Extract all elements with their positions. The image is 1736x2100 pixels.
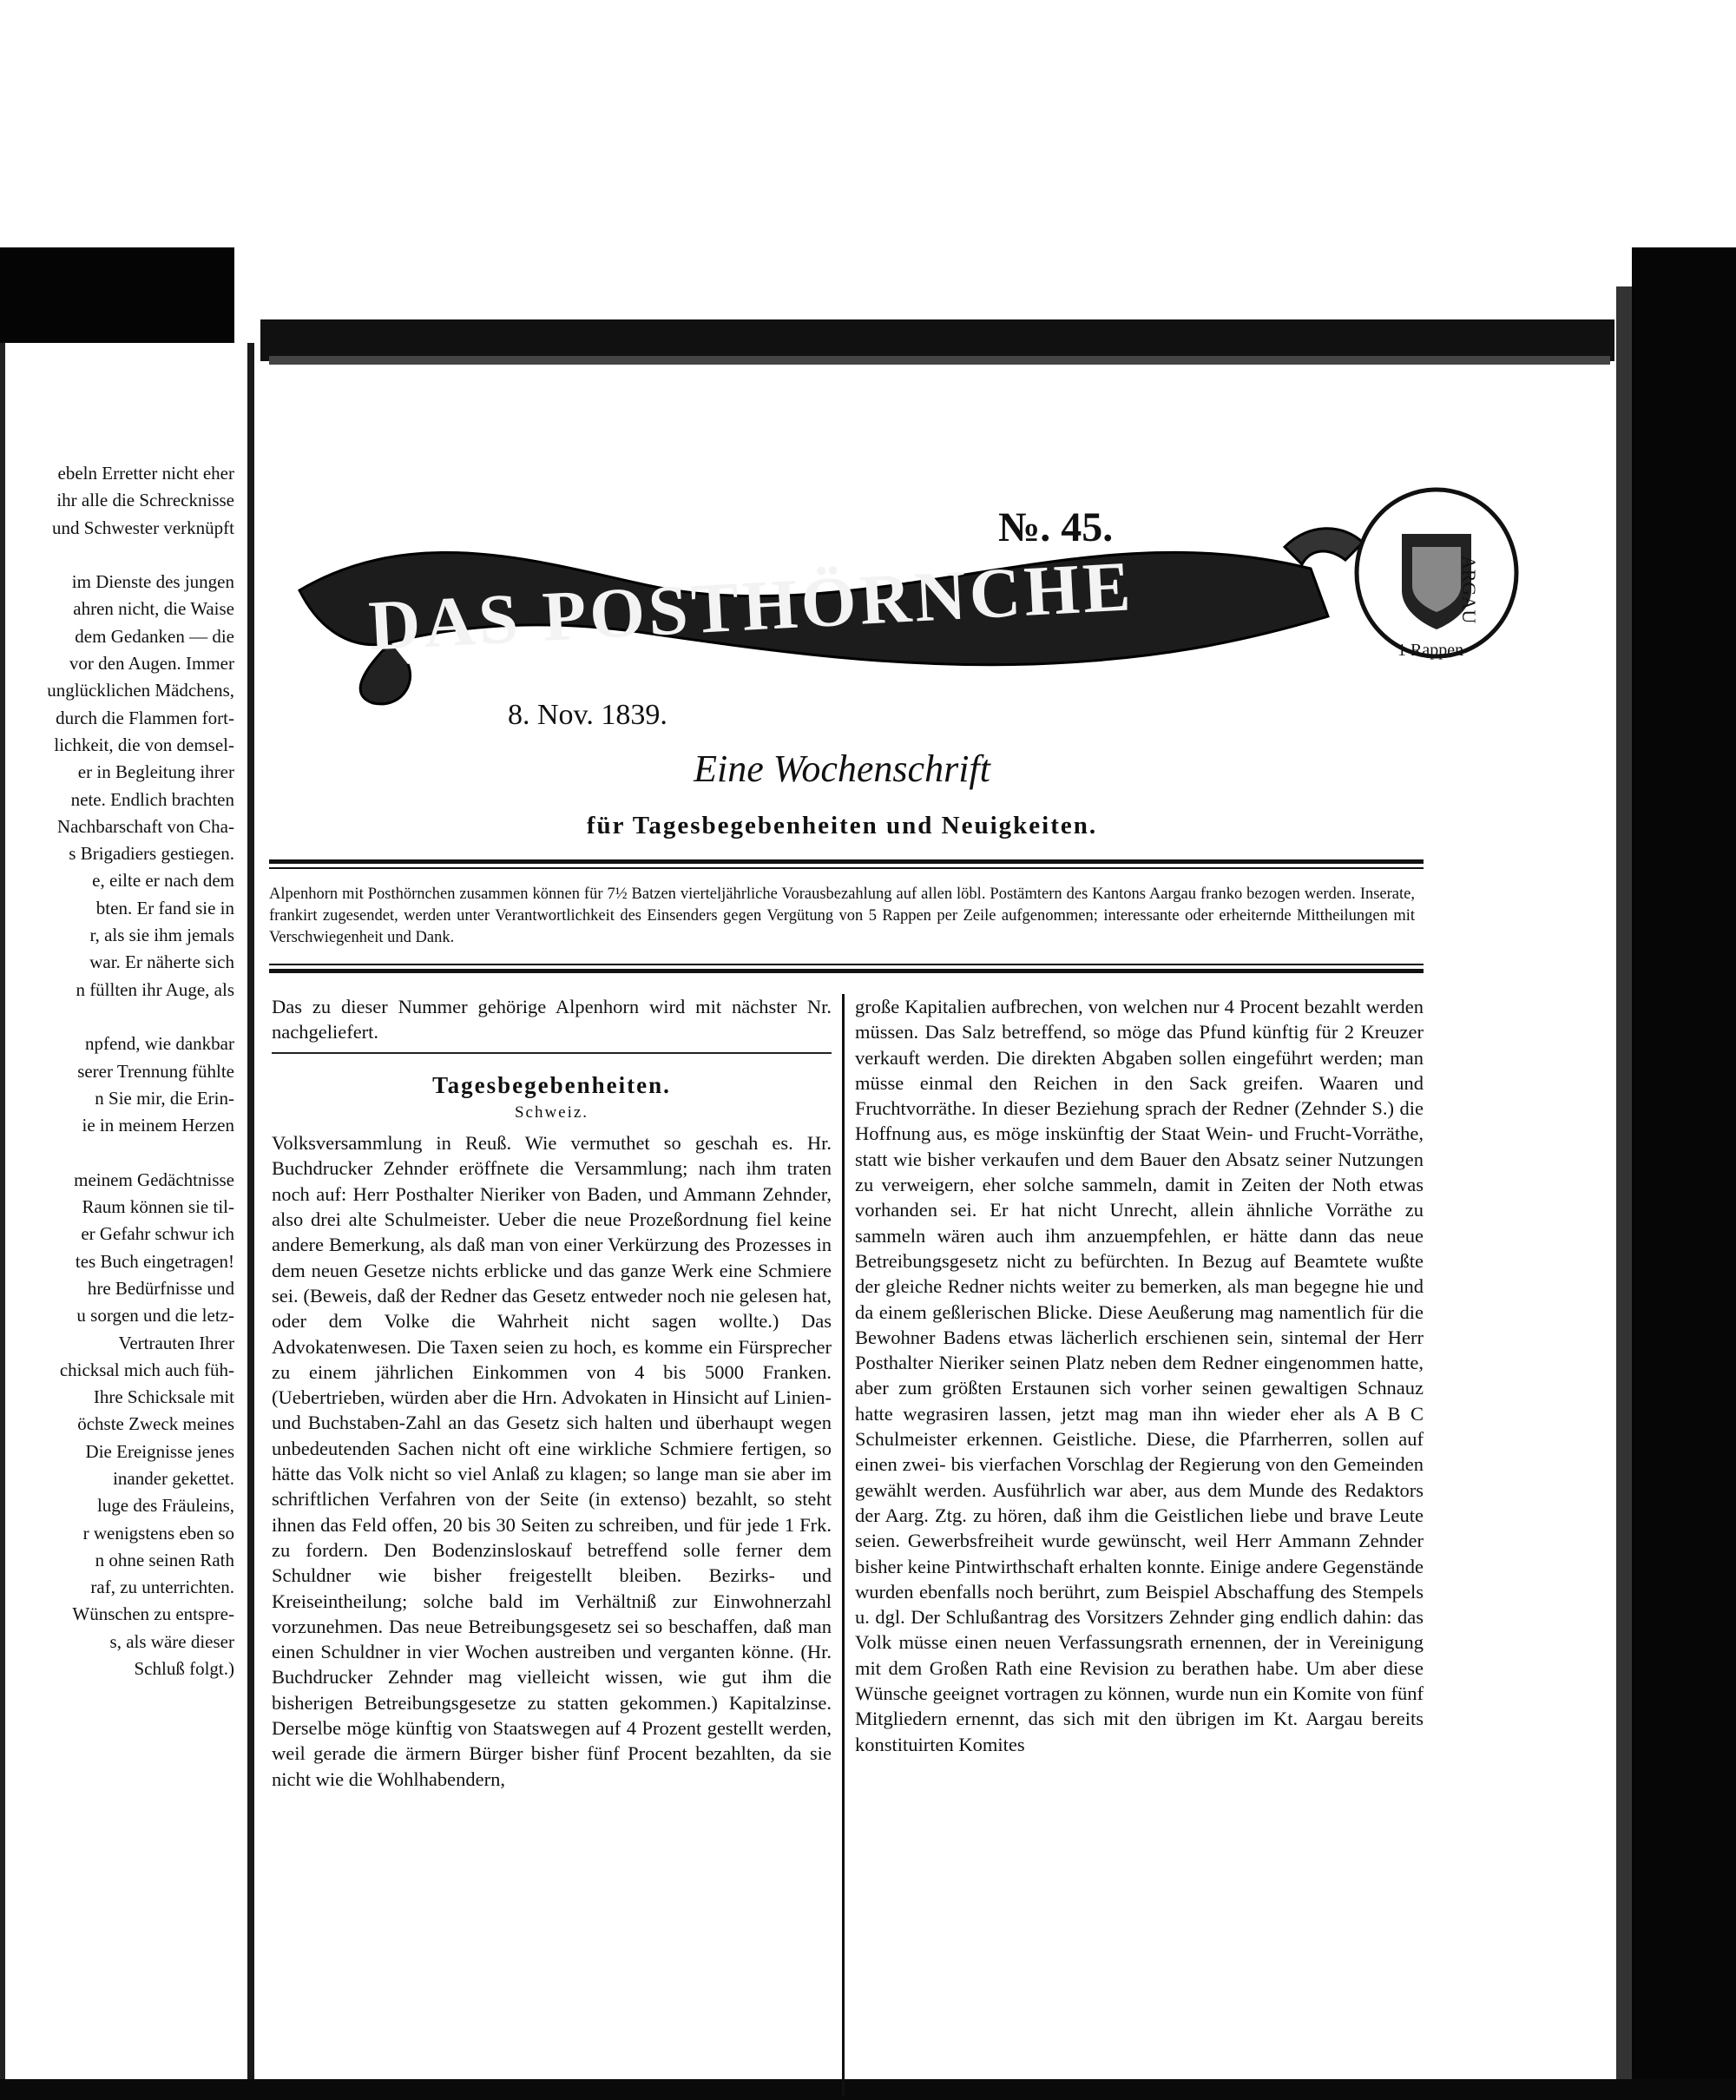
left-page-line bbox=[0, 1004, 234, 1030]
subscription-notice: Alpenhorn mit Posthörnchen zusammen können für 7½ Batzen vierteljährliche Vorausbezahlung auf allen löbl. Postämtern des Kantons Aargau franko bezogen werden. Inserate, frankirt zugesendet, werden unter Verantwortlichkeit des Einsenders gegen Vergütung von 5 Rappen per Zeile aufgenommen; interessante oder erheiternde Mittheilungen mit Verschwiegenheit und Dank. bbox=[269, 885, 1415, 946]
left-page-line: tes Buch eingetragen! bbox=[75, 1250, 234, 1272]
left-page-line: unglücklichen Mädchens, bbox=[47, 680, 234, 701]
left-page-line: ebeln Erretter nicht eher bbox=[57, 463, 234, 484]
column-divider bbox=[842, 994, 845, 2097]
section-subheading: Schweiz. bbox=[514, 1103, 589, 1122]
left-page-line: raf, zu unterrichten. bbox=[90, 1577, 234, 1598]
scan-top-left-dark-block bbox=[0, 247, 234, 343]
left-page-line: lichkeit, die von demsel- bbox=[54, 734, 234, 755]
left-page-line: s, als wäre dieser bbox=[109, 1630, 234, 1652]
notice-bottom-rule bbox=[269, 964, 1424, 965]
left-page-line: chicksal mich auch füh- bbox=[59, 1359, 234, 1380]
top-page-edge-inner bbox=[269, 356, 1610, 365]
article-body-left: Volksversammlung in Reuß. Wie vermuthet so geschah es. Hr. Buchdrucker Zehnder eröffnete die Versammlung; nach ihm traten noch auf: Herr Posthalter Nieriker von Baden, und Ammann Zehnder, also drei alte Schulmeister. Ueber die neue Prozeßordnung fiel keine andere Bemerkung, als daß man von einer Verkürzung des Prozesses in dem neuen Gesetze nichts erblicke und das ganze Werk eine Schmiere sei. (Beweis, daß der Redner das Gesetz entweder noch nie gelesen hat, oder dem Volke die Wahrheit nicht sagen wollte.) Das Advokatenwesen. Die Taxen seien zu hoch, es komme ein Fürsprecher zu einem jährlichen Einkommen von 4 bis 5000 Franken. (Uebertrieben, würden aber die Hrn. Advokaten in Hinsicht auf Linien- und Buchstaben-Zahl an das Gesetz sich halten und überhaupt wegen unbedeutenden Sachen nicht oft eine wirkliche Schmiere fertigen, so hätte das Volk nicht so viel Anlaß zu klagen; so lange man sie aber im schriftlichen Verfahren von der Seite (in extenso) bezahlt, so steht ihnen das Feld offen, 20 bis 30 Seiten zu schreiben, und für jede 1 Frk. zu fordern. Den Bodenzinsloskauf betreffend solle ferner dem Schuldner wie bisher freigestellt bleiben. Bezirks- und Kreiseintheilung; solche bald im Verhältniß zur Einwohnerzahl vorzunehmen. Das neue Betreibungsgesetz sei so beschaffen, daß man einen Schuldner in vier Wochen austreiben und verganten könne. (Hr. Buchdrucker Zehnder mag vielleicht wissen, wie gut ihm die bisherigen Betreibungsgesetze zu statten gekommen.) Kapitalzinse. Derselbe möge künftig von Staatswegen auf 4 Prozent gestellt werden, weil gerade die ärmern Bürger bisher fünf Procent bezahlten, da sie nicht wie die Wohlhabendern, bbox=[272, 1132, 832, 1790]
masthead-tagline: für Tagesbegebenheiten und Neuigkeiten. bbox=[586, 812, 1098, 839]
masthead-title: DAS POSTHÖRNCHE bbox=[366, 546, 1136, 666]
left-page-line: n Sie mir, die Erin- bbox=[95, 1087, 234, 1109]
book-spine-line bbox=[247, 343, 254, 2079]
notice-top-rule-thin bbox=[269, 867, 1424, 869]
masthead-subtitle: Eine Wochenschrift bbox=[694, 747, 990, 790]
left-page-line: Wünschen zu entspre- bbox=[72, 1603, 234, 1625]
left-page-line: nete. Endlich brachten bbox=[70, 788, 234, 810]
left-page-line: inander gekettet. bbox=[113, 1467, 234, 1489]
left-page-line: n ohne seinen Rath bbox=[95, 1549, 234, 1570]
article-body-right: große Kapitalien aufbrechen, von welchen nur 4 Procent bezahlt werden müssen. Das Salz betreffend, so möge das Pfund künftig für 2 Kreuzer verkauft werden. Die direkten Abgaben sollen eingeführt werden; man müsse einmal den Reichen in den Sack greifen. Waaren und Fruchtvorräthe. In dieser Beziehung sprach der Redner (Zehnder S.) die Hoffnung aus, es möge inskünftig der Staat Wein- und Frucht-Vorräthe, statt wie bisher verkaufen und dem Bauer den Absatz seiner Nutzungen zu verweigern, eher solche sammeln, damit in Zeiten der Noth etwas vorhanden sei. Er hat nicht Unrecht, allein ähnliche Vorräthe zu sammeln wären auch ihm anzuempfehlen, er hätte dann das neue Betreibungsgesetz nicht zu befürchten. In Bezug auf Beamtete wußte der gleiche Redner nichts weiter zu bemerken, als man begegne hie und da einem geßlerischen Blicke. Diese Aeußerung mag namentlich für die Bewohner Badens etwas lächerlich erschienen sein, sintemal der Herr Posthalter Nieriker seinen Platz neben dem Redner eingenommen hatte, aber zum größten Erstaunen sich vorher seinen gewaltigen Schnauz hatte wegrasiren lassen, jetzt mag man ihn wieder eher als A B C Schulmeister erkennen. Geistliche. Diese, die Pfarrherren, sollen auf einen zwei- bis vierfachen Vorschlag der Regierung von den Gemeinden gewählt werden. Ausführlich war aber, aus dem Munde des Redaktors der Aarg. Ztg. zu hören, daß ihm die Geistlichen liebe und brave Leute seien. Gewerbsfreiheit wurde gewünscht, weil Herr Ammann Zehnder bisher keine Pintwirthschaft erhalten konnte. Einige andere Gegenstände wurden ebenfalls noch berührt, zum Beispiel Abschaffung des Stempels u. dgl. Der Schlußantrag des Vorsitzers Zehnder ging endlich dahin: das Volk müsse einen neuen Verfassungsrath ernennen, der in Vereinigung mit dem Großen Rath eine Revision zu berathen habe. Um aber diese Wünsche geeignet vortragen zu können, wurde nun ein Komite von fünf Mitgliedern ernennt, das sich mit den übrigen im Kt. Aargau bereits konstituirten Komites bbox=[855, 996, 1424, 1755]
top-page-edge bbox=[260, 319, 1614, 361]
left-page-line: Schluß folgt.) bbox=[134, 1658, 234, 1680]
left-page-line: er Gefahr schwur ich bbox=[81, 1223, 234, 1245]
left-page-line: meinem Gedächtnisse bbox=[74, 1168, 234, 1190]
left-page-line: Die Ereignisse jenes bbox=[85, 1440, 234, 1462]
left-page-line: r, als sie ihm jemals bbox=[89, 925, 234, 946]
left-page-line: im Dienste des jungen bbox=[71, 571, 234, 593]
stamp-text-bottom: 1 Rappen bbox=[1397, 641, 1464, 660]
left-page-line: war. Er näherte sich bbox=[89, 951, 234, 973]
column-left bbox=[272, 994, 832, 1792]
section-heading: Tagesbegebenheiten. bbox=[432, 1071, 671, 1098]
left-page-line: Raum können sie til- bbox=[82, 1196, 234, 1218]
left-page-line: ihr alle die Schrecknisse bbox=[56, 490, 234, 511]
postage-stamp bbox=[1350, 486, 1523, 660]
left-page-line: u sorgen und die letz- bbox=[76, 1305, 234, 1326]
intro-divider bbox=[272, 1052, 832, 1054]
notice-bottom-rule-thick bbox=[269, 969, 1424, 973]
left-page-line: und Schwester verknüpft bbox=[52, 517, 234, 538]
left-page-line: Nachbarschaft von Cha- bbox=[56, 815, 234, 837]
stamp-text-top: ARGAU bbox=[1458, 556, 1480, 624]
left-page-line: öchste Zweck meines bbox=[77, 1413, 234, 1435]
left-page-line: luge des Fräuleins, bbox=[96, 1495, 234, 1517]
left-page-line bbox=[0, 1139, 234, 1166]
left-page-line: durch die Flammen fort- bbox=[56, 707, 234, 728]
issue-number: №. 45. bbox=[998, 504, 1114, 550]
left-page-column bbox=[0, 460, 234, 1682]
notice-top-rule bbox=[269, 859, 1424, 864]
left-page-line: bten. Er fand sie in bbox=[95, 897, 234, 918]
left-page-line: n füllten ihr Auge, als bbox=[76, 978, 234, 1000]
masthead-banner bbox=[286, 486, 1415, 712]
left-page-line: dem Gedanken — die bbox=[75, 625, 234, 647]
left-page-line bbox=[0, 542, 234, 569]
left-page-line: vor den Augen. Immer bbox=[69, 653, 234, 675]
column-right bbox=[855, 994, 1424, 1757]
left-page-line: ie in meinem Herzen bbox=[82, 1115, 234, 1136]
left-page-line: e, eilte er nach dem bbox=[92, 870, 234, 892]
issue-date: 8. Nov. 1839. bbox=[508, 699, 667, 731]
scan-right-page-edge bbox=[1616, 286, 1632, 2100]
left-page-line: Vertrauten Ihrer bbox=[118, 1332, 234, 1353]
left-page-line: r wenigstens eben so bbox=[82, 1522, 234, 1544]
alpenhorn-note: Das zu dieser Nummer gehörige Alpenhorn wird mit nächster Nr. nachgeliefert. bbox=[272, 996, 832, 1043]
left-page-line: ahren nicht, die Waise bbox=[73, 598, 234, 620]
left-page-line: serer Trennung fühlte bbox=[77, 1060, 234, 1082]
scan-bottom-dark-band bbox=[0, 2079, 1736, 2100]
left-page-line: er in Begleitung ihrer bbox=[77, 761, 234, 783]
left-page-line: s Brigadiers gestiegen. bbox=[69, 843, 234, 865]
left-page-line: hre Bedürfnisse und bbox=[87, 1277, 234, 1299]
scan-right-dark-block bbox=[1632, 247, 1736, 2100]
left-page-line: Ihre Schicksale mit bbox=[93, 1386, 234, 1408]
left-page-line: npfend, wie dankbar bbox=[84, 1033, 234, 1055]
